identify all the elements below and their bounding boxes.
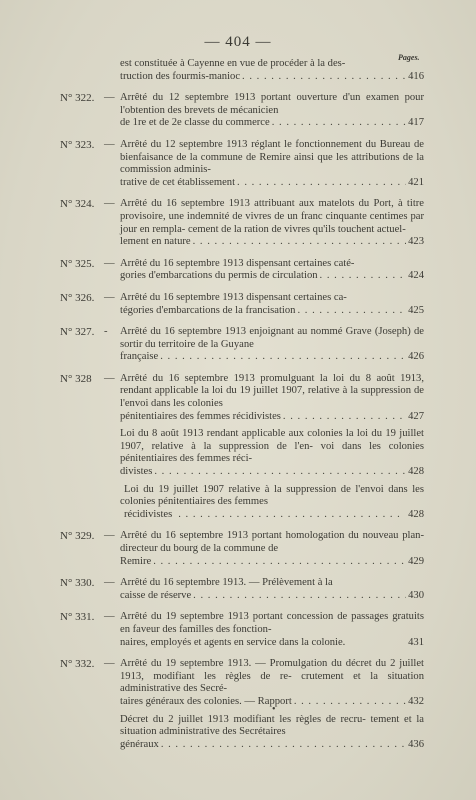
- list-item: [0, 139, 476, 189]
- sub-entry-text: Loi du 19 juillet 1907 relative à la suppression de l'envoi dans les colonies pénitentiaires des femmes: [120, 483, 424, 508]
- dot-leader: [193, 236, 407, 249]
- sub-entry-text-block: [120, 714, 424, 752]
- entry-page-number: 416: [408, 70, 424, 82]
- entry-number: N° 329.: [60, 530, 95, 543]
- entry-page-number: 431: [408, 636, 424, 648]
- entry-text: Arrêté du 16 septembre 1913 promulguant la loi du 8 août 1913, rendant applicable la loi du 19 juillet 1907, relative à la suppression de l'envoi dans les colonies: [120, 372, 424, 410]
- dot-leader: [153, 556, 406, 569]
- table-of-contents: [0, 58, 476, 760]
- page-number: — 404 —: [204, 34, 272, 50]
- sub-entry-last-text: divistes: [120, 466, 153, 478]
- entry-last-line: [120, 117, 424, 130]
- sub-entry: [0, 484, 476, 522]
- entry-text: Arrêté du 12 septembre 1913 réglant le fonctionnement du Bureau de bienfaisance de la commune de Remire ainsi que les attributions de la commission adminis-: [120, 138, 424, 176]
- list-item: [0, 326, 476, 364]
- entry-number: N° 326.: [60, 291, 95, 304]
- list-item: [0, 373, 476, 522]
- entry-dash: —: [104, 138, 115, 150]
- entry-text-block: [120, 658, 424, 708]
- entry-last-text: française: [120, 351, 159, 363]
- entry-page-number: 432: [408, 695, 424, 707]
- dot-leader: [297, 305, 406, 318]
- entry-last-text: gories d'embarcations du permis de circulation: [120, 270, 318, 282]
- dot-leader: [174, 509, 402, 522]
- entry-text: Arrêté du 16 septembre 1913 portant homologation du nouveau plan-directeur du bourg de la commune de: [120, 530, 424, 554]
- entry-text: Arrêté du 16 septembre 1913 enjoignant au nommé Grave (Joseph) de sortir du territoire de la Guyane: [120, 326, 424, 350]
- dot-leader: [237, 177, 406, 190]
- entry-last-text: tégories d'embarcations de la francisation: [120, 304, 296, 316]
- entry-last-line: [120, 305, 424, 318]
- entry-text-block: [120, 139, 424, 189]
- entry-last-text: lement en nature: [120, 236, 191, 248]
- entry-page-number: 421: [408, 176, 424, 188]
- sub-entry-last-text: généraux: [120, 738, 159, 750]
- entry-dash: —: [104, 92, 115, 104]
- entry-text: Arrêté du 12 septembre 1913 portant ouverture d'un examen pour l'obtention des brevets de mécanicien: [120, 92, 424, 116]
- entry-last-text: caisse de réserve: [120, 589, 192, 601]
- entry-dash: —: [104, 198, 115, 210]
- entry-last-text: trative de cet établissement: [120, 176, 236, 188]
- sub-entry: [0, 428, 476, 478]
- entry-text-block: [120, 577, 424, 602]
- entry-dash: —: [104, 577, 115, 589]
- entry-last-text: de 1re et de 2e classe du commerce: [120, 117, 270, 129]
- entry-dash: —: [104, 372, 115, 384]
- entry-text: Arrêté du 16 septembre 1913 dispensant certaines ca-: [120, 291, 347, 303]
- entry-text: Arrêté du 16 septembre 1913 attribuant aux matelots du Port, à titre provisoire, une indemnité de vivres de un franc cinquante centimes par jour en rempla- cement de la ration de vivres qu'ils touchent actuel-: [120, 198, 424, 235]
- entry-number: N° 332.: [60, 658, 95, 671]
- entry-text-block: [120, 198, 424, 248]
- entry-text: Arrêté du 16 septembre 1913. — Prélèvement à la: [120, 577, 333, 589]
- entry-last-line: [120, 177, 424, 190]
- entry-text-block: [120, 258, 424, 283]
- sub-entry-page-number: 428: [408, 508, 424, 520]
- entry-page-number: 430: [408, 589, 424, 601]
- entry-text: Arrêté du 16 septembre 1913 dispensant certaines caté-: [120, 257, 355, 269]
- dot-leader: [160, 351, 406, 364]
- entry-text: Arrêté du 19 septembre 1913 portant concession de passages gratuits en faveur des familles des fonction-: [120, 611, 424, 635]
- entry-number: N° 323.: [60, 138, 95, 151]
- entry-text-block: [120, 530, 424, 568]
- entry-dash: —: [104, 658, 115, 670]
- list-item: [0, 658, 476, 751]
- entry-last-text: taires généraux des colonies. — Rapport: [120, 695, 292, 707]
- sub-entry-page-number: 436: [408, 738, 424, 750]
- entry-text-block: [120, 611, 424, 649]
- entry-page-number: 425: [408, 304, 424, 316]
- entry-number: N° 330.: [60, 577, 95, 590]
- list-item: [0, 577, 476, 602]
- entry-page-number: 423: [408, 236, 424, 248]
- list-item: [0, 292, 476, 317]
- sub-entry-text-block: [120, 484, 424, 522]
- entry-dash: —: [104, 611, 115, 623]
- sub-entry-last-line: [120, 739, 424, 752]
- list-item: [0, 58, 476, 83]
- entry-text-block: [120, 58, 424, 83]
- list-item: [0, 198, 476, 248]
- entry-page-number: 417: [408, 117, 424, 129]
- entry-page-number: 429: [408, 555, 424, 567]
- entry-last-line: [120, 411, 424, 424]
- entry-text-block: [120, 292, 424, 317]
- entry-number: N° 327.: [60, 326, 95, 339]
- list-item: [0, 92, 476, 130]
- entry-dash: —: [104, 257, 115, 269]
- entry-text-block: [120, 326, 424, 364]
- pages-column-label: Pages.: [398, 53, 420, 62]
- entry-number: N° 328: [60, 372, 92, 385]
- entry-last-text: naires, employés et agents en service dans la colonie.: [120, 636, 346, 648]
- list-item: [0, 258, 476, 283]
- sub-entry-page-number: 428: [408, 466, 424, 478]
- entry-last-line: [120, 637, 424, 650]
- entry-number: N° 322.: [60, 92, 95, 105]
- list-item: [0, 530, 476, 568]
- entry-last-text: truction des fourmis-manioc: [120, 70, 241, 82]
- entry-last-line: [120, 556, 424, 569]
- entry-text: est constituée à Cayenne en vue de procéder à la des-: [120, 58, 346, 69]
- footer-mark: •: [272, 704, 276, 715]
- sub-entry-last-line: [120, 466, 424, 479]
- dot-leader: [242, 71, 406, 84]
- dot-leader: [154, 466, 406, 479]
- entry-text-block: [120, 92, 424, 130]
- dot-leader: [283, 411, 406, 424]
- entry-dash: -: [104, 326, 108, 338]
- list-item: [0, 611, 476, 649]
- entry-last-line: [120, 236, 424, 249]
- entry-page-number: 424: [408, 270, 424, 282]
- entry-page-number: 426: [408, 351, 424, 363]
- entry-last-line: [120, 71, 424, 84]
- sub-entry-text: Loi du 8 août 1913 rendant applicable aux colonies la loi du 19 juillet 1907, relative à la suppression de l'en- voi dans les colonies pénitentiaires des femmes réci-: [120, 428, 424, 465]
- dot-leader: [161, 739, 406, 752]
- entry-dash: —: [104, 530, 115, 542]
- entry-number: N° 324.: [60, 198, 95, 211]
- entry-text: Arrêté du 19 septembre 1913. — Promulgation du décret du 2 juillet 1913, modifiant les règles de re- crutement et la situation administrative des Secré-: [120, 658, 424, 695]
- dot-leader: [272, 117, 406, 130]
- entry-number: N° 325.: [60, 257, 95, 270]
- dot-leader: [294, 696, 406, 709]
- entry-dash: —: [104, 291, 115, 303]
- sub-entry-last-text: récidivistes: [124, 508, 173, 520]
- sub-entry: [0, 714, 476, 752]
- entry-last-text: Remire: [120, 555, 152, 567]
- entry-last-line: [120, 590, 424, 603]
- entry-last-line: [120, 351, 424, 364]
- entry-number: N° 331.: [60, 611, 95, 624]
- entry-last-line: [120, 270, 424, 283]
- sub-entry-last-line: [120, 509, 424, 522]
- entry-page-number: 427: [408, 410, 424, 422]
- entry-text-block: [120, 373, 424, 423]
- sub-entry-text: Décret du 2 juillet 1913 modifiant les règles de recru- tement et la situation administrative des Secrétaires: [120, 713, 424, 738]
- dot-leader: [320, 270, 407, 283]
- sub-entry-text-block: [120, 428, 424, 478]
- entry-last-text: pénitentiaires des femmes récidivistes: [120, 410, 281, 422]
- dot-leader: [193, 590, 406, 603]
